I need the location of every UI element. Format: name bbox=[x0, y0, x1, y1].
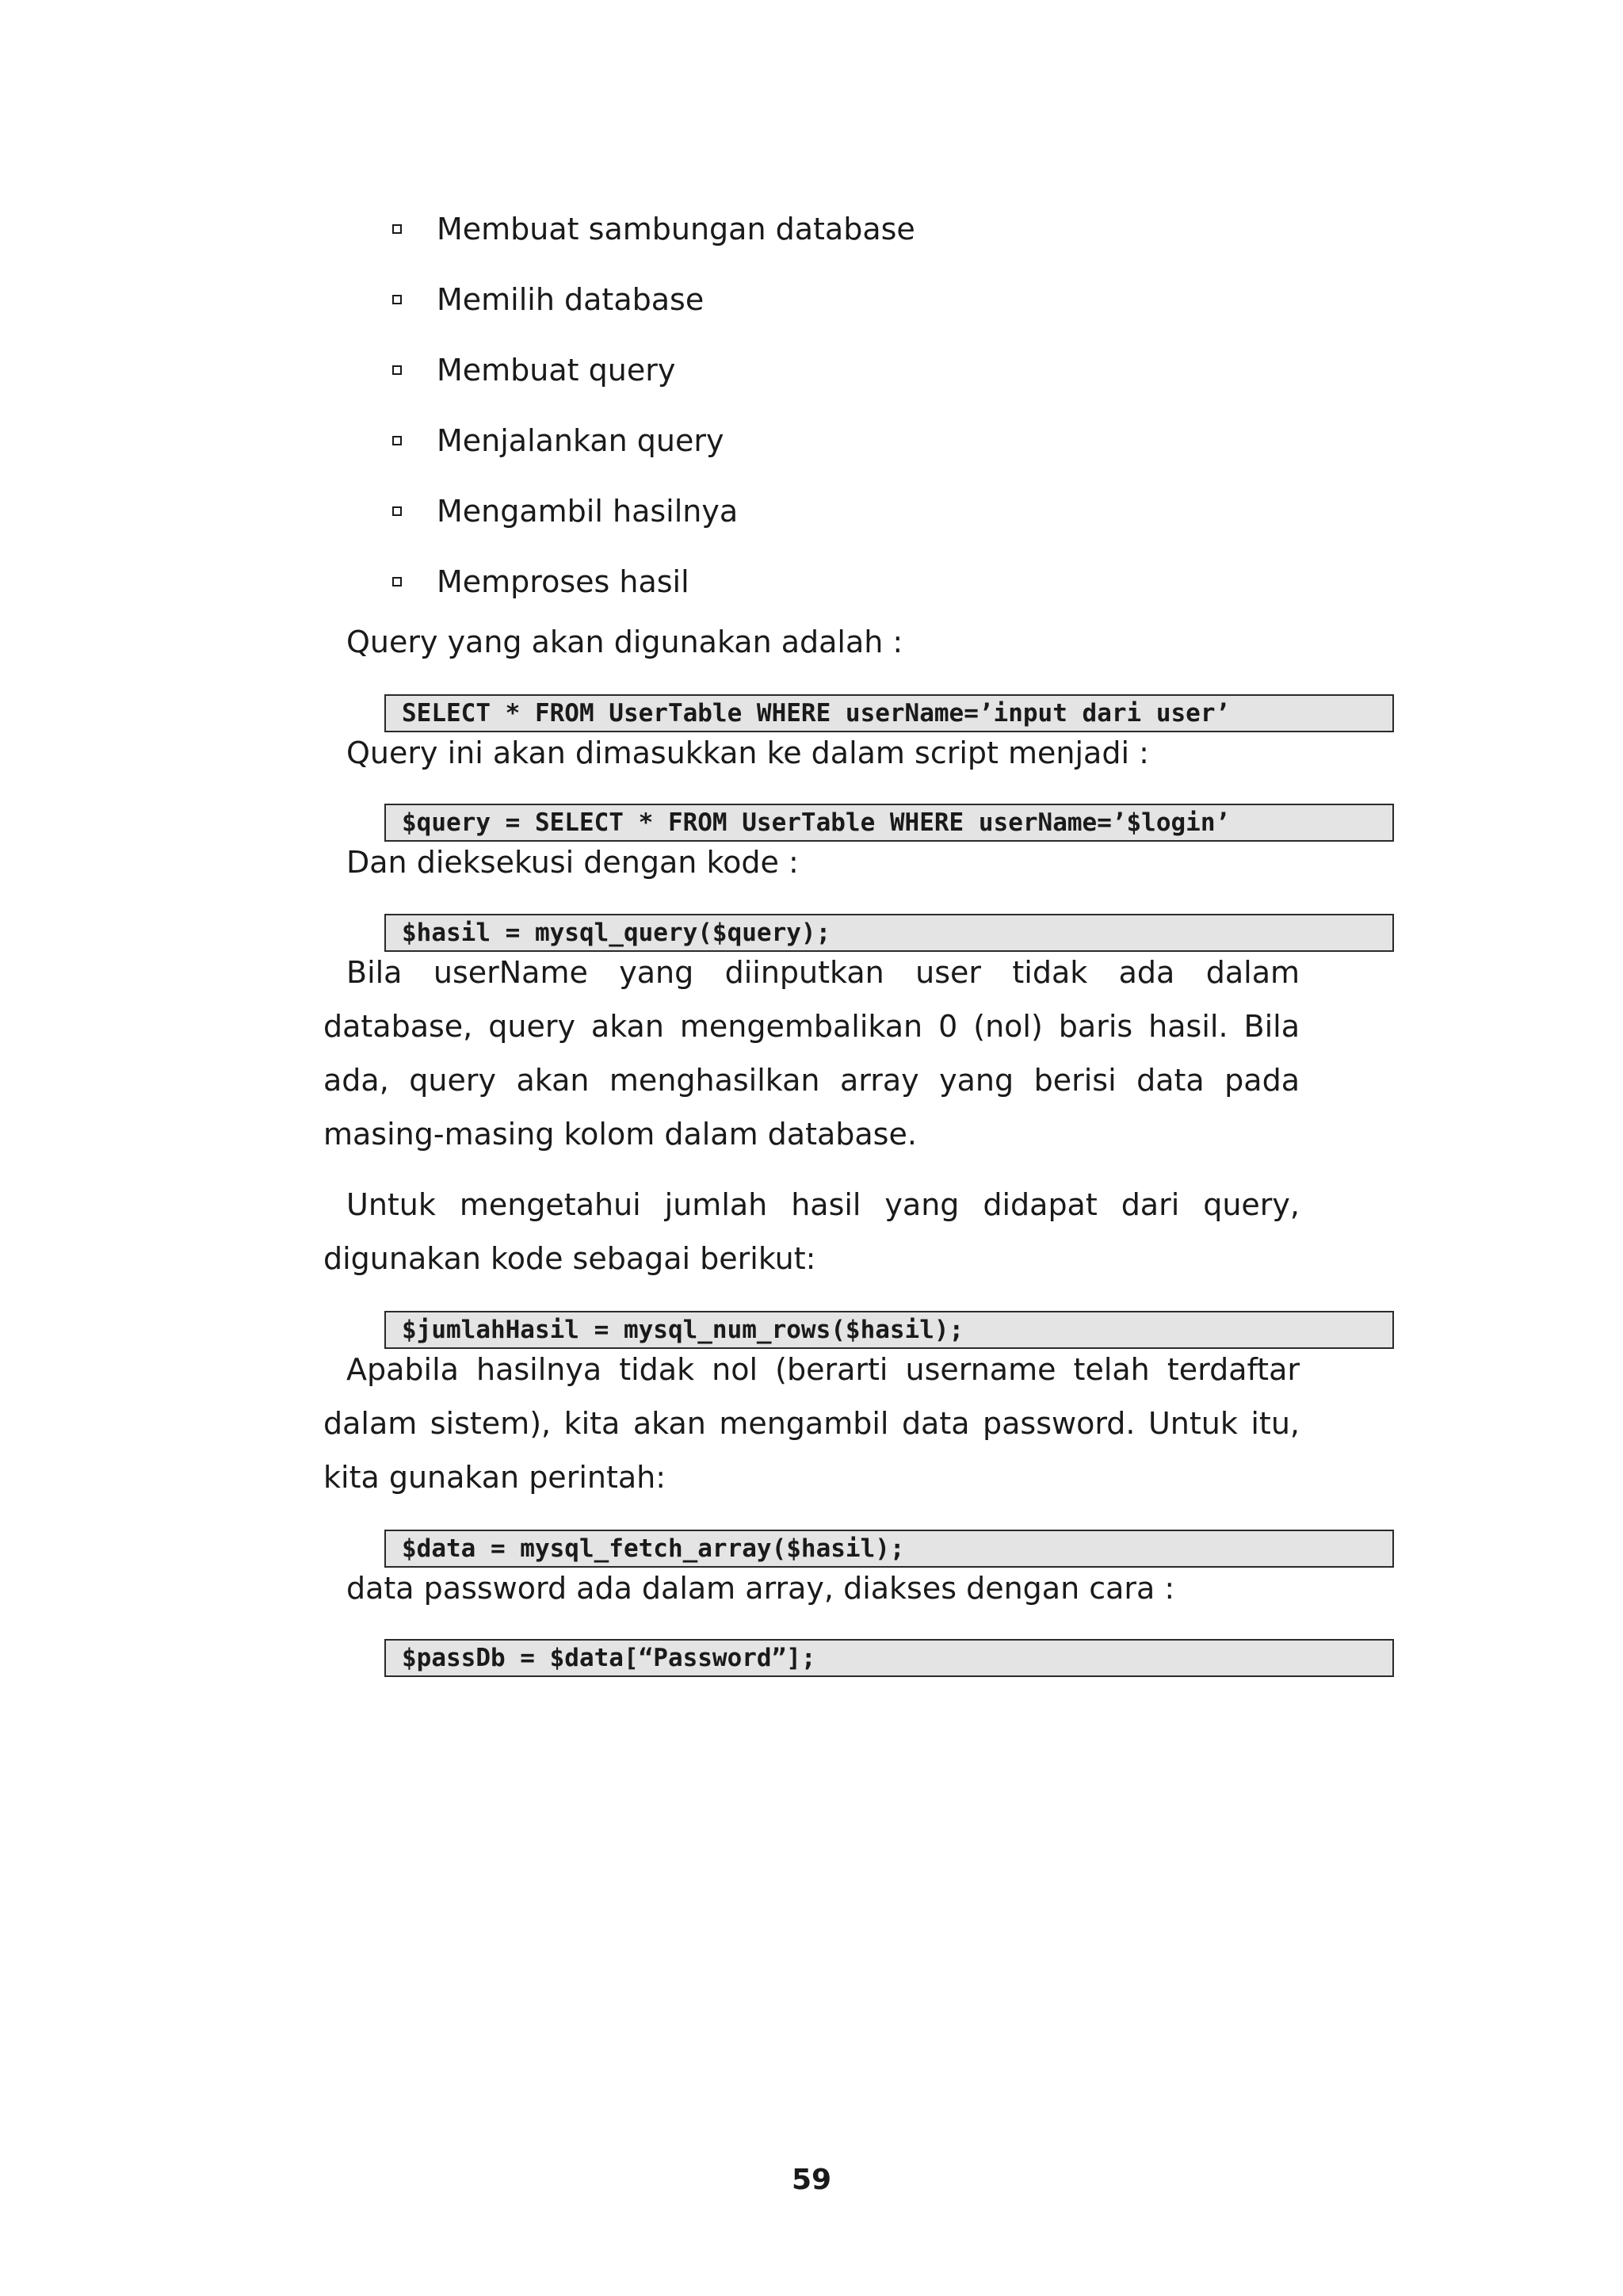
list-item bbox=[392, 264, 915, 334]
code-block-select-query: SELECT * FROM UserTable WHERE userName=’input dari user’ bbox=[384, 694, 1394, 732]
execute-intro-paragraph: Dan dieksekusi dengan kode : bbox=[346, 845, 799, 880]
square-bullet-icon bbox=[392, 295, 402, 304]
code-block-fetch-array: $data = mysql_fetch_array($hasil); bbox=[384, 1530, 1394, 1568]
list-item-text: Membuat query bbox=[437, 352, 676, 388]
square-bullet-icon bbox=[392, 436, 402, 445]
square-bullet-icon bbox=[392, 224, 402, 234]
list-item bbox=[392, 546, 915, 617]
query-intro-paragraph: Query yang akan digunakan adalah : bbox=[346, 625, 903, 659]
code-block-mysql-query: $hasil = mysql_query($query); bbox=[384, 914, 1394, 952]
steps-bullet-list bbox=[392, 193, 915, 617]
list-item-text: Menjalankan query bbox=[437, 422, 724, 458]
list-item-text: Mengambil hasilnya bbox=[437, 493, 739, 529]
code-block-password: $passDb = $data[“Password”]; bbox=[384, 1639, 1394, 1677]
result-explanation-paragraph: Bila userName yang diinputkan user tidak ada dalam database, query akan mengembalikan 0 (nol) baris hasil. Bila ada, query akan menghasilkan array yang berisi data pada masing-masing kolom dalam database. bbox=[323, 955, 1300, 1152]
code-block-query-variable: $query = SELECT * FROM UserTable WHERE userName=’$login’ bbox=[384, 804, 1394, 842]
list-item bbox=[392, 193, 915, 264]
script-intro-paragraph: Query ini akan dimasukkan ke dalam script menjadi : bbox=[346, 735, 1149, 770]
list-item-text: Membuat sambungan database bbox=[437, 211, 915, 246]
password-access-paragraph: data password ada dalam array, diakses dengan cara : bbox=[346, 1571, 1175, 1606]
fetch-intro-paragraph: Apabila hasilnya tidak nol (berarti username telah terdaftar dalam sistem), kita akan mengambil data password. Untuk itu, kita gunakan perintah: bbox=[323, 1352, 1300, 1495]
list-item bbox=[392, 476, 915, 546]
code-block-num-rows: $jumlahHasil = mysql_num_rows($hasil); bbox=[384, 1311, 1394, 1349]
list-item-text: Memproses hasil bbox=[437, 563, 689, 599]
list-item-text: Memilih database bbox=[437, 281, 705, 317]
square-bullet-icon bbox=[392, 506, 402, 516]
list-item bbox=[392, 405, 915, 476]
row-count-intro-paragraph: Untuk mengetahui jumlah hasil yang didapat dari query, digunakan kode sebagai berikut: bbox=[323, 1187, 1300, 1276]
list-item bbox=[392, 334, 915, 405]
square-bullet-icon bbox=[392, 365, 402, 375]
page-number: 59 bbox=[791, 2164, 832, 2196]
square-bullet-icon bbox=[392, 577, 402, 586]
